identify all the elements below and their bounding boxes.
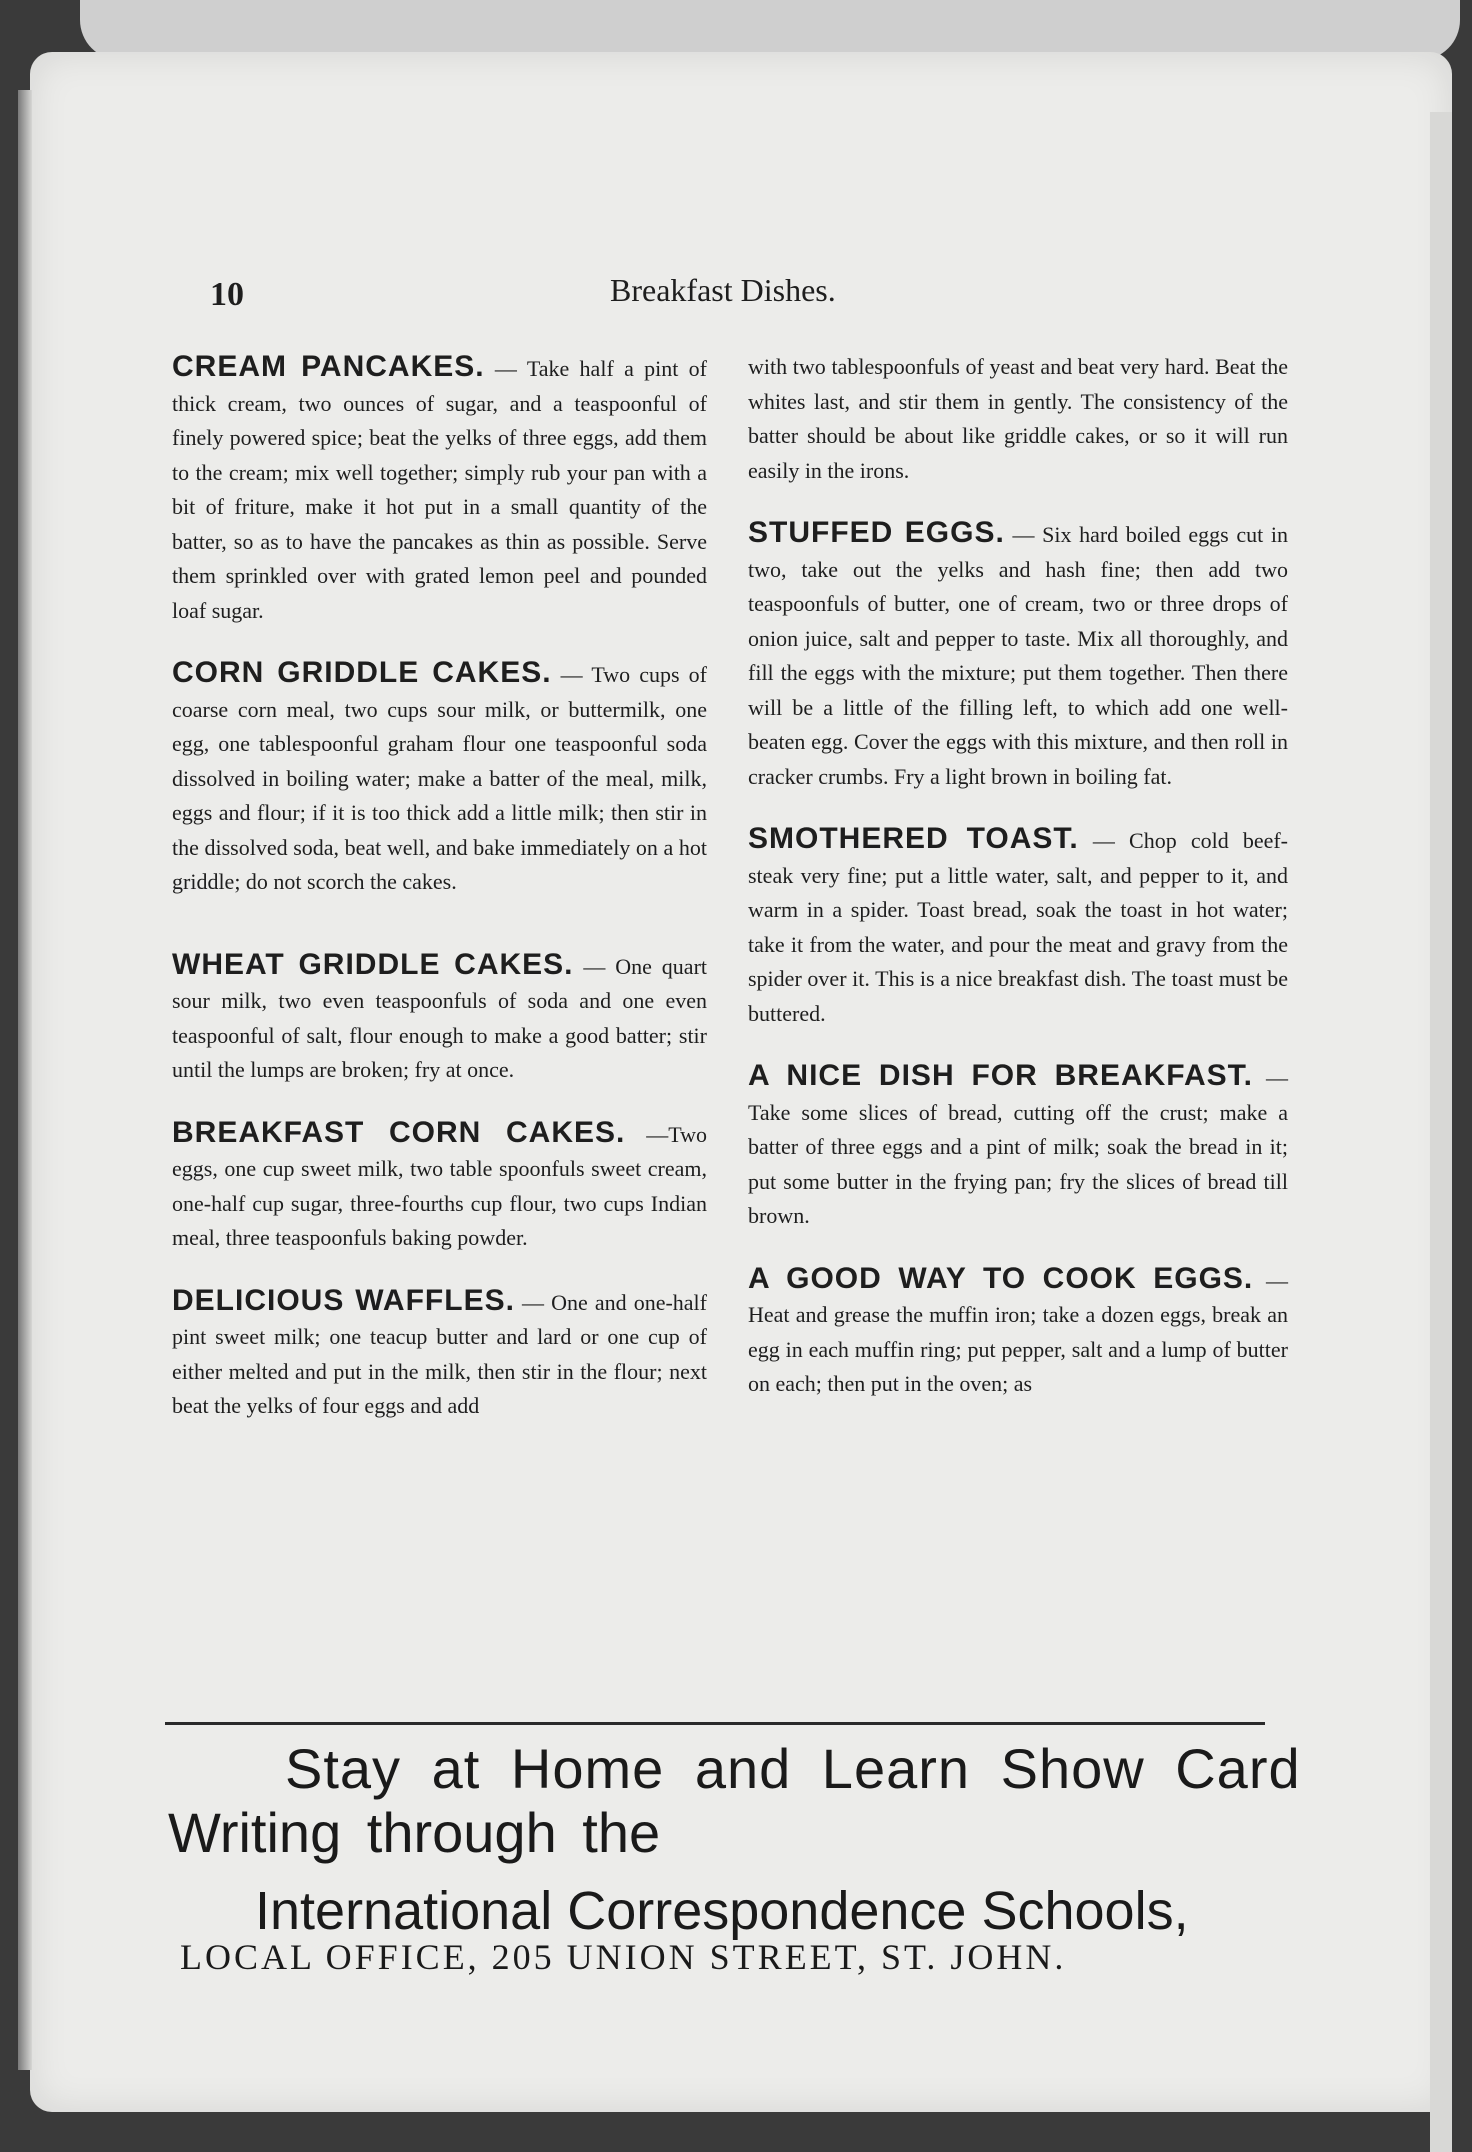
recipe-title: CORN GRIDDLE CAKES. bbox=[172, 656, 552, 689]
recipe-title: STUFFED EGGS. bbox=[748, 516, 1005, 549]
advertisement-headline: Stay at Home and Learn Show Card bbox=[285, 1737, 1301, 1800]
recipe-body: — Take some slices of bread, cutting off the crust; make a batter of three eggs and a pint of milk; soak the bread in it; put some butter in the frying pan; fry the slices of bread till brown. bbox=[748, 1065, 1288, 1228]
binding-shadow bbox=[18, 90, 32, 2070]
recipe-wheat-griddle-cakes bbox=[172, 948, 707, 1088]
advertisement-subline: Writing through the bbox=[168, 1801, 661, 1864]
running-head: Breakfast Dishes. bbox=[610, 272, 836, 308]
recipe-title: SMOTHERED TOAST. bbox=[748, 822, 1079, 855]
recipe-body: — Two cups of coarse corn meal, two cups sour milk, or buttermilk, one egg, one tablespoonful graham flour one teaspoonful soda dissolved in boiling water; make a batter of the meal, milk, eggs and flour; if it is too thick add a little milk; then stir in the dissolved soda, beat well, and bake immediately on a hot griddle; do not scorch the cakes. bbox=[172, 662, 708, 894]
recipe-body: —Two eggs, one cup sweet milk, two table spoonfuls sweet cream, one-half cup sugar, three-fourths cup flour, two cups Indian meal, three teaspoonfuls baking powder. bbox=[172, 1121, 707, 1250]
recipe-body: — Chop cold beef-steak very fine; put a little water, salt, and pepper to it, and warm in a spider. Toast bread, soak the toast in hot water; take it from the water, and pour the meat and gravy from the spider over it. This is a nice breakfast dish. The toast must be buttered. bbox=[748, 828, 1288, 1026]
recipe-body: with two tablespoonfuls of yeast and beat very hard. Beat the whites last, and stir them in gently. The consistency of the batter should be about like griddle cakes, or so it will run easily in the irons. bbox=[748, 354, 1288, 483]
recipe-waffles-continued bbox=[748, 350, 1288, 488]
recipe-body: — One and one-half pint sweet milk; one teacup butter and lard or one cup of either melted and put in the milk, then stir in the flour; next beat the yelks of four eggs and add bbox=[172, 1289, 707, 1418]
page-header bbox=[210, 272, 890, 322]
recipe-body: — Take half a pint of thick cream, two ounces of sugar, and a teaspoonful of finely powered spice; beat the yelks of three eggs, add them to the cream; mix well together; simply rub your pan with a bit of friture, make it hot put in a small quantity of the batter, so as to have the pancakes as thin as possible. Serve them sprinkled over with grated lemon peel and pounded loaf sugar. bbox=[172, 356, 707, 623]
page-background-top bbox=[80, 0, 1460, 60]
page-edge bbox=[1430, 112, 1452, 2152]
recipe-title: A NICE DISH FOR BREAKFAST. bbox=[748, 1059, 1253, 1092]
divider-rule bbox=[165, 1722, 1265, 1725]
left-column bbox=[172, 350, 707, 1452]
recipe-cream-pancakes bbox=[172, 350, 707, 628]
recipe-body: — Heat and grease the muffin iron; take a dozen eggs, break an egg in each muffin ring; put pepper, salt and a lump of butter on each; then put in the oven; as bbox=[748, 1267, 1289, 1396]
recipe-breakfast-corn-cakes bbox=[172, 1116, 707, 1256]
recipe-title: CREAM PANCAKES. bbox=[172, 350, 485, 383]
advertisement-address: LOCAL OFFICE, 205 UNION STREET, ST. JOHN. bbox=[180, 1937, 1067, 1977]
recipe-title: WHEAT GRIDDLE CAKES. bbox=[172, 947, 574, 981]
right-column bbox=[748, 350, 1288, 1430]
recipe-delicious-waffles bbox=[172, 1284, 707, 1424]
recipe-title: BREAKFAST CORN CAKES. bbox=[172, 1115, 626, 1149]
recipe-body: — One quart sour milk, two even teaspoonfuls of soda and one even teaspoonful of salt, flour enough to make a good batter; stir until the lumps are broken; fry at once. bbox=[172, 953, 708, 1082]
recipe-title: A GOOD WAY TO COOK EGGS. bbox=[748, 1261, 1254, 1295]
recipe-good-way-to-cook-eggs bbox=[748, 1262, 1288, 1402]
recipe-nice-dish-for-breakfast bbox=[748, 1059, 1288, 1234]
recipe-title: DELICIOUS WAFFLES. bbox=[172, 1283, 515, 1317]
recipe-corn-griddle-cakes bbox=[172, 656, 707, 900]
advertisement-school-name: International Correspondence Schools, bbox=[255, 1881, 1189, 1941]
page-number: 10 bbox=[210, 276, 244, 313]
recipe-body: — Six hard boiled eggs cut in two, take out the yelks and hash fine; then add two teaspoonfuls of butter, one of cream, two or three drops of onion juice, salt and pepper to taste. Mix all thoroughly, and fill the eggs with the mixture; put them together. Then there will be a little of the filling left, to which add one well-beaten egg. Cover the eggs with this mixture, and then roll in cracker crumbs. Fry a light brown in boiling fat. bbox=[748, 522, 1289, 789]
recipe-stuffed-eggs bbox=[748, 516, 1288, 794]
recipe-smothered-toast bbox=[748, 822, 1288, 1031]
